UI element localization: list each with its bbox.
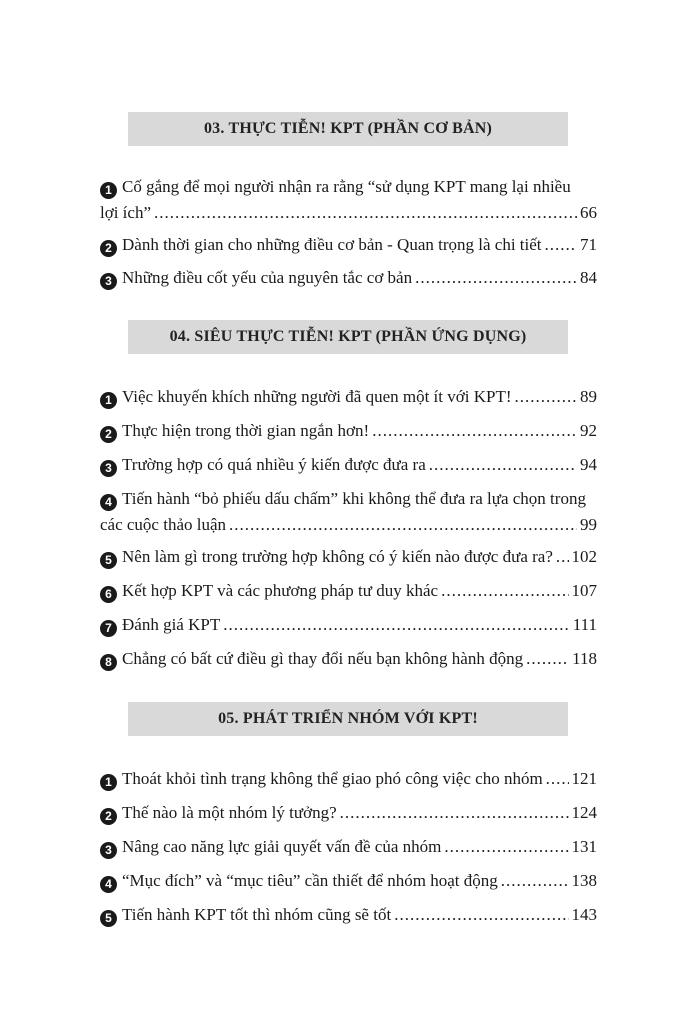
toc-entry[interactable] xyxy=(100,454,597,476)
number-badge: 2 xyxy=(100,240,117,257)
dot-leader xyxy=(415,267,577,289)
entry-title: Dành thời gian cho những điều cơ bản - Quan trọng là chi tiết xyxy=(122,235,542,254)
toc-entry[interactable] xyxy=(100,802,597,824)
number-badge: 2 xyxy=(100,426,117,443)
entry-title: Kết hợp KPT và các phương pháp tư duy khác xyxy=(122,581,439,600)
page-number: 71 xyxy=(580,235,597,254)
toc-entry[interactable] xyxy=(100,904,597,926)
page-number: 138 xyxy=(571,871,597,890)
entry-title: “Mục đích” và “mục tiêu” cần thiết để nhóm hoạt động xyxy=(122,871,498,890)
entry-title: Trường hợp có quá nhiều ý kiến được đưa ra xyxy=(122,455,426,474)
section-header-04 xyxy=(128,320,568,354)
dot-leader xyxy=(545,234,577,256)
number-badge: 6 xyxy=(100,586,117,603)
number-badge: 5 xyxy=(100,552,117,569)
entry-title: các cuộc thảo luận xyxy=(100,515,227,534)
section-title: 04. SIÊU THỰC TIỄN! KPT (PHẦN ỨNG DỤNG) xyxy=(169,328,527,345)
entry-title: Thực hiện trong thời gian ngắn hơn! xyxy=(122,421,370,440)
entry-title-line1: Cố gắng để mọi người nhận ra rằng “sử dụng KPT mang lại nhiều xyxy=(122,177,571,196)
toc-entry[interactable] xyxy=(100,768,597,790)
toc-entry[interactable] xyxy=(100,420,597,442)
dot-leader xyxy=(223,614,570,636)
dot-leader xyxy=(444,836,568,858)
section-title: 05. PHÁT TRIỂN NHÓM VỚI KPT! xyxy=(218,710,478,727)
page-number: 118 xyxy=(572,649,597,668)
number-badge: 4 xyxy=(100,876,117,893)
page-number: 111 xyxy=(572,615,597,634)
number-badge: 3 xyxy=(100,460,117,477)
number-badge: 7 xyxy=(100,620,117,637)
section-header-05 xyxy=(128,702,568,736)
dot-leader xyxy=(229,514,577,536)
number-badge: 4 xyxy=(100,494,117,511)
dot-leader xyxy=(394,904,568,926)
page-number: 102 xyxy=(571,547,597,566)
number-badge: 5 xyxy=(100,910,117,927)
entry-title: Nên làm gì trong trường hợp không có ý kiến nào được đưa ra? xyxy=(122,547,553,566)
number-badge: 1 xyxy=(100,392,117,409)
entry-title: lợi ích” xyxy=(100,203,151,222)
page-number: 121 xyxy=(571,769,597,788)
entry-title: Những điều cốt yếu của nguyên tắc cơ bản xyxy=(122,268,413,287)
page-number: 92 xyxy=(580,421,597,440)
entry-title: Việc khuyến khích những người đã quen một ít với KPT! xyxy=(122,387,512,406)
number-badge: 8 xyxy=(100,654,117,671)
dot-leader xyxy=(546,768,569,790)
number-badge: 3 xyxy=(100,842,117,859)
entry-title: Nâng cao năng lực giải quyết vấn đề của nhóm xyxy=(122,837,442,856)
dot-leader xyxy=(429,454,577,476)
dot-leader xyxy=(372,420,577,442)
section-header-03 xyxy=(128,112,568,146)
entry-title: Tiến hành KPT tốt thì nhóm cũng sẽ tốt xyxy=(122,905,392,924)
toc-entry[interactable] xyxy=(100,176,597,224)
toc-entry[interactable] xyxy=(100,614,597,636)
number-badge: 2 xyxy=(100,808,117,825)
page-number: 99 xyxy=(580,515,597,534)
page-number: 89 xyxy=(580,387,597,406)
dot-leader xyxy=(515,386,578,408)
entry-title: Thế nào là một nhóm lý tưởng? xyxy=(122,803,337,822)
toc-entry[interactable] xyxy=(100,836,597,858)
page-number: 143 xyxy=(571,905,597,924)
dot-leader xyxy=(556,546,569,568)
entry-title-line1: Tiến hành “bỏ phiếu dấu chấm” khi không thể đưa ra lựa chọn trong xyxy=(122,489,586,508)
dot-leader xyxy=(154,202,577,224)
number-badge: 1 xyxy=(100,182,117,199)
page-number: 94 xyxy=(580,455,597,474)
toc-entry[interactable] xyxy=(100,648,597,670)
page-number: 131 xyxy=(571,837,597,856)
entry-title: Đánh giá KPT xyxy=(122,615,221,634)
toc-entry[interactable] xyxy=(100,386,597,408)
section-title: 03. THỰC TIỄN! KPT (PHẦN CƠ BẢN) xyxy=(203,120,493,137)
toc-entry[interactable] xyxy=(100,234,597,256)
toc-entry[interactable] xyxy=(100,267,597,289)
number-badge: 1 xyxy=(100,774,117,791)
page-number: 66 xyxy=(580,203,597,222)
entry-title: Thoát khỏi tình trạng không thể giao phó công việc cho nhóm xyxy=(122,769,543,788)
entry-title: Chẳng có bất cứ điều gì thay đổi nếu bạn không hành động xyxy=(122,649,524,668)
toc-entry[interactable] xyxy=(100,546,597,568)
page-number: 124 xyxy=(571,803,597,822)
toc-entry[interactable] xyxy=(100,580,597,602)
toc-entry[interactable] xyxy=(100,488,597,536)
page-number: 84 xyxy=(580,268,597,287)
dot-leader xyxy=(340,802,569,824)
toc-entry[interactable] xyxy=(100,870,597,892)
dot-leader xyxy=(526,648,569,670)
number-badge: 3 xyxy=(100,273,117,290)
page-number: 107 xyxy=(571,581,597,600)
dot-leader xyxy=(501,870,569,892)
dot-leader xyxy=(441,580,568,602)
